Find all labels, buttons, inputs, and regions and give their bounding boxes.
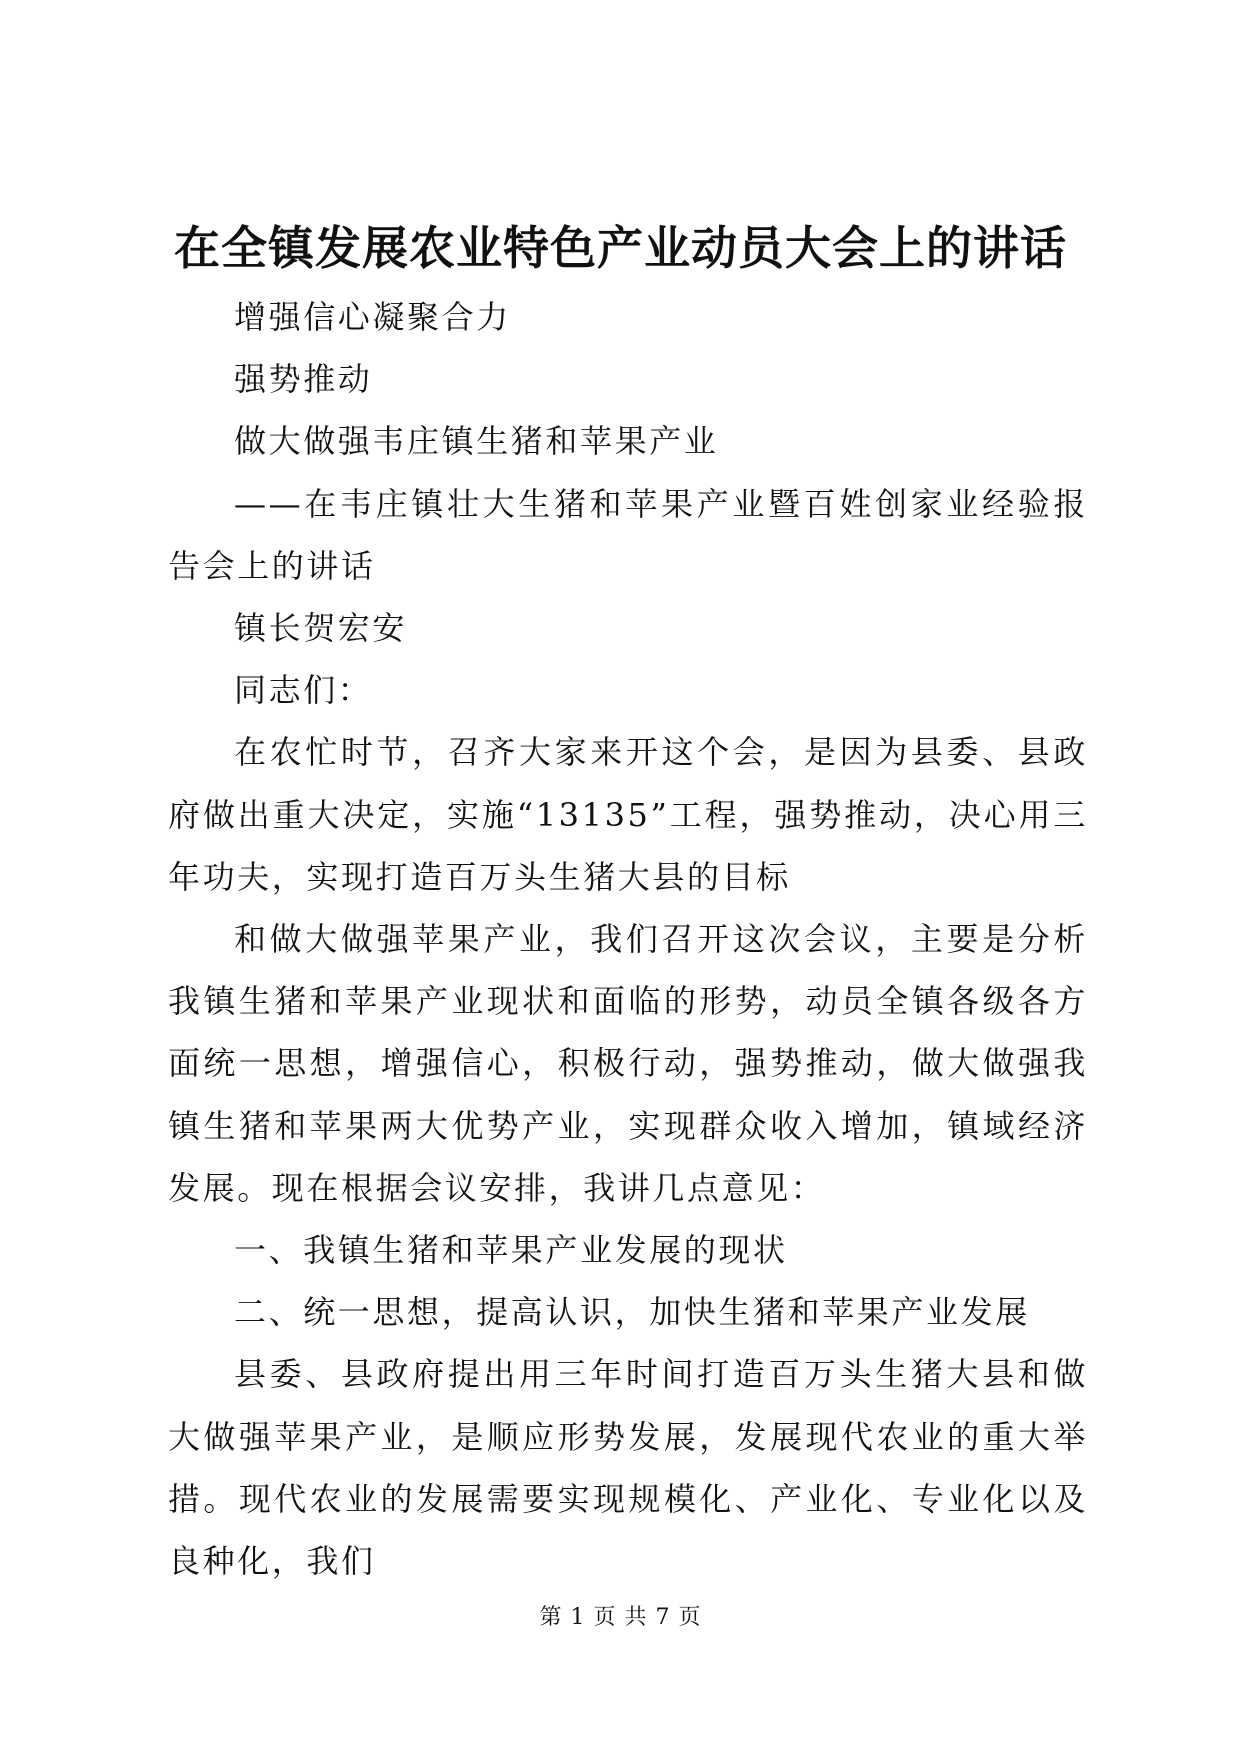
paragraph: 和做大做强苹果产业，我们召开这次会议，主要是分析我镇生猪和苹果产业现状和面临的形势，动员全镇各级各方面统一思想，增强信心，积极行动，强势推动，做大做强我镇生猪和苹果两大优势产业，实现群众收入增加，镇域经济发展。现在根据会议安排，我讲几点意见：: [168, 920, 1088, 1207]
page-footer: 第 1 页 共 7 页: [539, 1605, 702, 1630]
subtitle-line-3: 做大做强韦庄镇生猪和苹果产业: [234, 422, 719, 461]
salutation: 同志们：: [234, 671, 373, 710]
section-heading-1: 一、我镇生猪和苹果产业发展的现状: [234, 1231, 788, 1270]
paragraph: 在农忙时节，召齐大家来开这个会，是因为县委、县政府做出重大决定，实施“13135”工程，强势推动，决心用三年功夫，实现打造百万头生猪大县的目标: [168, 733, 1088, 896]
document-body: [168, 286, 1088, 1592]
subtitle-line-2: 强势推动: [234, 360, 373, 399]
occasion-line: ——在韦庄镇壮大生猪和苹果产业暨百姓创家业经验报告会上的讲话: [168, 484, 1088, 585]
speaker-line: 镇长贺宏安: [234, 609, 408, 648]
document-title: 在全镇发展农业特色产业动员大会上的讲话: [174, 221, 1067, 275]
paragraph: 县委、县政府提出用三年时间打造百万头生猪大县和做大做强苹果产业，是顺应形势发展，发展现代农业的重大举措。现代农业的发展需要实现规模化、产业化、专业化以及良种化，我们: [168, 1355, 1088, 1581]
section-heading-2: 二、统一思想，提高认识，加快生猪和苹果产业发展: [234, 1293, 1030, 1332]
subtitle-line-1: 增强信心凝聚合力: [234, 298, 511, 336]
